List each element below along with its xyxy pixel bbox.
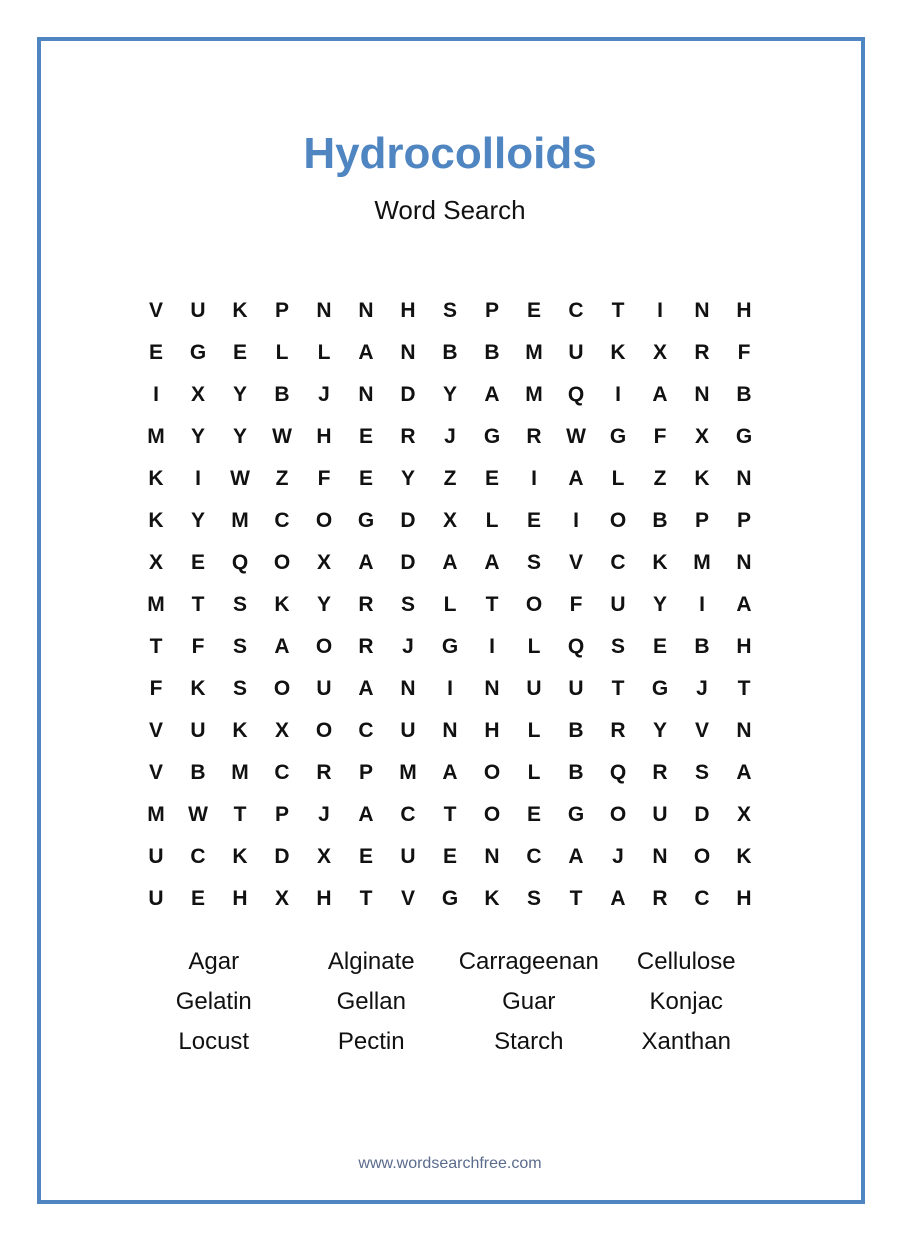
- word-list-item: Carrageenan: [458, 948, 599, 975]
- grid-cell: N: [736, 467, 752, 490]
- grid-cell: Z: [653, 467, 667, 490]
- grid-cell: S: [526, 551, 541, 574]
- word-list-item: Gelatin: [175, 988, 252, 1015]
- grid-cell: I: [489, 635, 495, 658]
- grid-cell: G: [189, 341, 207, 364]
- grid-cell: U: [568, 341, 584, 364]
- grid-cell: A: [568, 467, 584, 490]
- grid-cell: E: [652, 635, 667, 658]
- grid-cell: T: [233, 803, 247, 826]
- grid-cell: N: [358, 383, 374, 406]
- grid-cell: T: [191, 593, 205, 616]
- grid-cell: N: [484, 845, 500, 868]
- grid-cell: A: [736, 593, 752, 616]
- grid-cell: S: [442, 299, 457, 322]
- grid-cell: C: [694, 887, 710, 910]
- grid-cell: G: [441, 635, 459, 658]
- grid-cell: G: [567, 803, 585, 826]
- grid-cell: C: [610, 551, 626, 574]
- grid-cell: O: [609, 803, 627, 826]
- grid-cell: O: [483, 761, 501, 784]
- grid-cell: V: [148, 719, 163, 742]
- word-list-item: Xanthan: [641, 1028, 731, 1055]
- grid-cell: M: [231, 761, 249, 784]
- grid-cell: H: [484, 719, 500, 742]
- grid-cell: Y: [442, 383, 457, 406]
- word-list-item: Starch: [494, 1028, 564, 1055]
- grid-cell: N: [358, 299, 374, 322]
- grid-cell: S: [232, 593, 247, 616]
- grid-cell: B: [190, 761, 206, 784]
- word-list-item: Agar: [188, 948, 240, 975]
- word-list: [135, 942, 765, 1062]
- grid-cell: R: [610, 719, 626, 742]
- grid-cell: N: [442, 719, 458, 742]
- grid-cell: A: [358, 551, 374, 574]
- grid-cell: A: [274, 635, 290, 658]
- grid-cell: P: [274, 803, 289, 826]
- grid-cell: Z: [275, 467, 289, 490]
- grid-cell: K: [148, 467, 164, 490]
- grid-cell: U: [568, 677, 584, 700]
- grid-cell: N: [694, 299, 710, 322]
- grid-cell: N: [316, 299, 332, 322]
- grid-cell: M: [147, 425, 165, 448]
- grid-cell: V: [400, 887, 415, 910]
- grid-cell: O: [609, 509, 627, 532]
- grid-cell: B: [274, 383, 290, 406]
- grid-cell: U: [190, 299, 206, 322]
- grid-cell: B: [442, 341, 458, 364]
- grid-cell: U: [148, 845, 164, 868]
- grid-cell: C: [400, 803, 416, 826]
- grid-cell: F: [569, 593, 583, 616]
- grid-cell: X: [274, 887, 289, 910]
- grid-cell: I: [153, 383, 159, 406]
- grid-cell: S: [694, 761, 709, 784]
- grid-cell: O: [315, 635, 333, 658]
- grid-cell: T: [149, 635, 163, 658]
- grid-cell: U: [190, 719, 206, 742]
- grid-cell: B: [484, 341, 500, 364]
- grid-cell: D: [400, 551, 416, 574]
- grid-cell: U: [526, 677, 542, 700]
- grid-cell: J: [318, 383, 330, 406]
- grid-cell: M: [231, 509, 249, 532]
- grid-cell: A: [358, 341, 374, 364]
- grid-cell: E: [148, 341, 163, 364]
- grid-cell: U: [148, 887, 164, 910]
- grid-cell: N: [736, 551, 752, 574]
- grid-cell: A: [484, 551, 500, 574]
- grid-cell: F: [149, 677, 163, 700]
- grid-cell: H: [736, 635, 752, 658]
- grid-cell: K: [190, 677, 206, 700]
- grid-cell: O: [693, 845, 711, 868]
- grid-cell: F: [191, 635, 205, 658]
- grid-cell: M: [693, 551, 711, 574]
- grid-cell: S: [610, 635, 625, 658]
- grid-cell: P: [358, 761, 373, 784]
- grid-cell: Y: [232, 425, 247, 448]
- grid-cell: C: [274, 509, 290, 532]
- grid-cell: O: [315, 719, 333, 742]
- grid-cell: R: [652, 761, 668, 784]
- grid-cell: B: [652, 509, 668, 532]
- grid-cell: E: [526, 299, 541, 322]
- grid-cell: S: [232, 677, 247, 700]
- grid-cell: G: [483, 425, 501, 448]
- grid-cell: R: [694, 341, 710, 364]
- grid-cell: A: [442, 761, 458, 784]
- grid-cell: K: [232, 299, 248, 322]
- grid-cell: K: [232, 719, 248, 742]
- word-list-item: Konjac: [649, 988, 723, 1015]
- grid-cell: K: [652, 551, 668, 574]
- grid-cell: B: [568, 761, 584, 784]
- grid-cell: G: [609, 425, 627, 448]
- grid-cell: K: [232, 845, 248, 868]
- grid-cell: T: [443, 803, 457, 826]
- grid-cell: E: [358, 425, 373, 448]
- grid-cell: H: [736, 887, 752, 910]
- grid-cell: A: [358, 803, 374, 826]
- grid-cell: L: [275, 341, 289, 364]
- grid-cell: G: [357, 509, 375, 532]
- grid-cell: R: [358, 635, 374, 658]
- grid-cell: C: [526, 845, 542, 868]
- grid-cell: L: [527, 761, 541, 784]
- grid-cell: F: [653, 425, 667, 448]
- grid-cell: M: [399, 761, 417, 784]
- grid-cell: A: [736, 761, 752, 784]
- grid-cell: U: [652, 803, 668, 826]
- grid-cell: N: [484, 677, 500, 700]
- grid-cell: E: [526, 803, 541, 826]
- grid-cell: C: [190, 845, 206, 868]
- grid-cell: K: [694, 467, 710, 490]
- grid-cell: P: [274, 299, 289, 322]
- grid-cell: R: [316, 761, 332, 784]
- grid-cell: G: [735, 425, 753, 448]
- grid-cell: H: [400, 299, 416, 322]
- grid-cell: C: [358, 719, 374, 742]
- grid-cell: V: [148, 761, 163, 784]
- grid-cell: M: [147, 803, 165, 826]
- grid-cell: A: [652, 383, 668, 406]
- grid-cell: T: [359, 887, 373, 910]
- grid-cell: Q: [609, 761, 627, 784]
- grid-cell: Y: [652, 719, 667, 742]
- grid-cell: A: [484, 383, 500, 406]
- grid-cell: N: [736, 719, 752, 742]
- grid-cell: L: [527, 635, 541, 658]
- letter-grid: [135, 290, 765, 920]
- grid-cell: Y: [652, 593, 667, 616]
- word-list-item: Gellan: [336, 988, 406, 1015]
- grid-cell: R: [400, 425, 416, 448]
- grid-cell: N: [694, 383, 710, 406]
- grid-cell: D: [400, 509, 416, 532]
- grid-cell: M: [147, 593, 165, 616]
- grid-cell: O: [315, 509, 333, 532]
- grid-cell: V: [148, 299, 163, 322]
- word-list-item: Guar: [502, 988, 556, 1015]
- grid-cell: D: [694, 803, 710, 826]
- word-list-item: Alginate: [327, 948, 415, 975]
- page-subtitle: Word Search: [374, 195, 526, 225]
- grid-cell: X: [190, 383, 205, 406]
- grid-cell: E: [232, 341, 247, 364]
- grid-cell: F: [737, 341, 751, 364]
- grid-cell: R: [358, 593, 374, 616]
- grid-cell: M: [525, 383, 543, 406]
- grid-cell: G: [441, 887, 459, 910]
- grid-cell: J: [444, 425, 456, 448]
- grid-cell: P: [694, 509, 709, 532]
- grid-cell: T: [485, 593, 499, 616]
- word-list-item: Pectin: [337, 1028, 405, 1055]
- grid-cell: B: [736, 383, 752, 406]
- grid-cell: H: [232, 887, 248, 910]
- grid-cell: E: [442, 845, 457, 868]
- page-title: Hydrocolloids: [303, 129, 597, 178]
- grid-cell: A: [358, 677, 374, 700]
- grid-cell: I: [615, 383, 621, 406]
- grid-cell: A: [610, 887, 626, 910]
- grid-cell: T: [737, 677, 751, 700]
- grid-cell: E: [358, 467, 373, 490]
- grid-cell: V: [568, 551, 583, 574]
- grid-cell: Y: [190, 509, 205, 532]
- grid-cell: X: [736, 803, 751, 826]
- grid-cell: O: [525, 593, 543, 616]
- grid-cell: L: [443, 593, 457, 616]
- grid-cell: R: [526, 425, 542, 448]
- grid-cell: J: [402, 635, 414, 658]
- grid-cell: J: [612, 845, 624, 868]
- grid-cell: B: [694, 635, 710, 658]
- grid-cell: S: [232, 635, 247, 658]
- word-list-item: Locust: [178, 1028, 250, 1055]
- grid-cell: L: [317, 341, 331, 364]
- grid-cell: H: [736, 299, 752, 322]
- grid-cell: O: [483, 803, 501, 826]
- grid-cell: X: [316, 845, 331, 868]
- grid-cell: N: [400, 341, 416, 364]
- grid-cell: K: [274, 593, 290, 616]
- grid-cell: L: [611, 467, 625, 490]
- grid-cell: P: [736, 509, 751, 532]
- grid-cell: F: [317, 467, 331, 490]
- grid-cell: T: [611, 677, 625, 700]
- grid-cell: I: [531, 467, 537, 490]
- grid-cell: A: [568, 845, 584, 868]
- grid-cell: N: [400, 677, 416, 700]
- grid-cell: I: [699, 593, 705, 616]
- grid-cell: V: [694, 719, 709, 742]
- grid-cell: W: [230, 467, 250, 490]
- grid-cell: C: [568, 299, 584, 322]
- grid-cell: U: [610, 593, 626, 616]
- grid-cell: D: [400, 383, 416, 406]
- grid-cell: W: [188, 803, 208, 826]
- grid-cell: W: [272, 425, 292, 448]
- grid-cell: X: [274, 719, 289, 742]
- grid-cell: N: [652, 845, 668, 868]
- grid-cell: K: [148, 509, 164, 532]
- grid-cell: H: [316, 887, 332, 910]
- grid-cell: T: [611, 299, 625, 322]
- grid-cell: U: [400, 719, 416, 742]
- grid-cell: E: [190, 887, 205, 910]
- grid-cell: L: [527, 719, 541, 742]
- grid-cell: X: [694, 425, 709, 448]
- grid-cell: G: [651, 677, 669, 700]
- grid-cell: D: [274, 845, 290, 868]
- grid-cell: W: [566, 425, 586, 448]
- grid-cell: L: [485, 509, 499, 532]
- grid-cell: M: [525, 341, 543, 364]
- grid-cell: Y: [400, 467, 415, 490]
- grid-cell: S: [400, 593, 415, 616]
- grid-cell: U: [400, 845, 416, 868]
- grid-cell: Y: [232, 383, 247, 406]
- word-list-item: Cellulose: [636, 948, 736, 975]
- grid-cell: O: [273, 677, 291, 700]
- grid-cell: B: [568, 719, 584, 742]
- grid-cell: E: [484, 467, 499, 490]
- grid-cell: E: [190, 551, 205, 574]
- grid-cell: K: [736, 845, 752, 868]
- grid-cell: X: [316, 551, 331, 574]
- grid-cell: J: [696, 677, 708, 700]
- grid-cell: E: [526, 509, 541, 532]
- grid-cell: H: [316, 425, 332, 448]
- grid-cell: I: [195, 467, 201, 490]
- grid-cell: O: [273, 551, 291, 574]
- grid-cell: S: [526, 887, 541, 910]
- grid-cell: Q: [231, 551, 249, 574]
- grid-cell: Y: [316, 593, 331, 616]
- grid-cell: X: [442, 509, 457, 532]
- grid-cell: A: [442, 551, 458, 574]
- grid-cell: U: [316, 677, 332, 700]
- footer-url: www.wordsearchfree.com: [358, 1155, 542, 1172]
- grid-cell: X: [652, 341, 667, 364]
- grid-cell: K: [610, 341, 626, 364]
- grid-cell: I: [447, 677, 453, 700]
- grid-cell: E: [358, 845, 373, 868]
- grid-cell: Q: [567, 383, 585, 406]
- grid-cell: R: [652, 887, 668, 910]
- grid-cell: K: [484, 887, 500, 910]
- grid-cell: X: [148, 551, 163, 574]
- grid-cell: J: [318, 803, 330, 826]
- grid-cell: T: [569, 887, 583, 910]
- grid-cell: Z: [443, 467, 457, 490]
- grid-cell: C: [274, 761, 290, 784]
- grid-cell: I: [657, 299, 663, 322]
- grid-cell: Q: [567, 635, 585, 658]
- grid-cell: P: [484, 299, 499, 322]
- grid-cell: Y: [190, 425, 205, 448]
- grid-cell: I: [573, 509, 579, 532]
